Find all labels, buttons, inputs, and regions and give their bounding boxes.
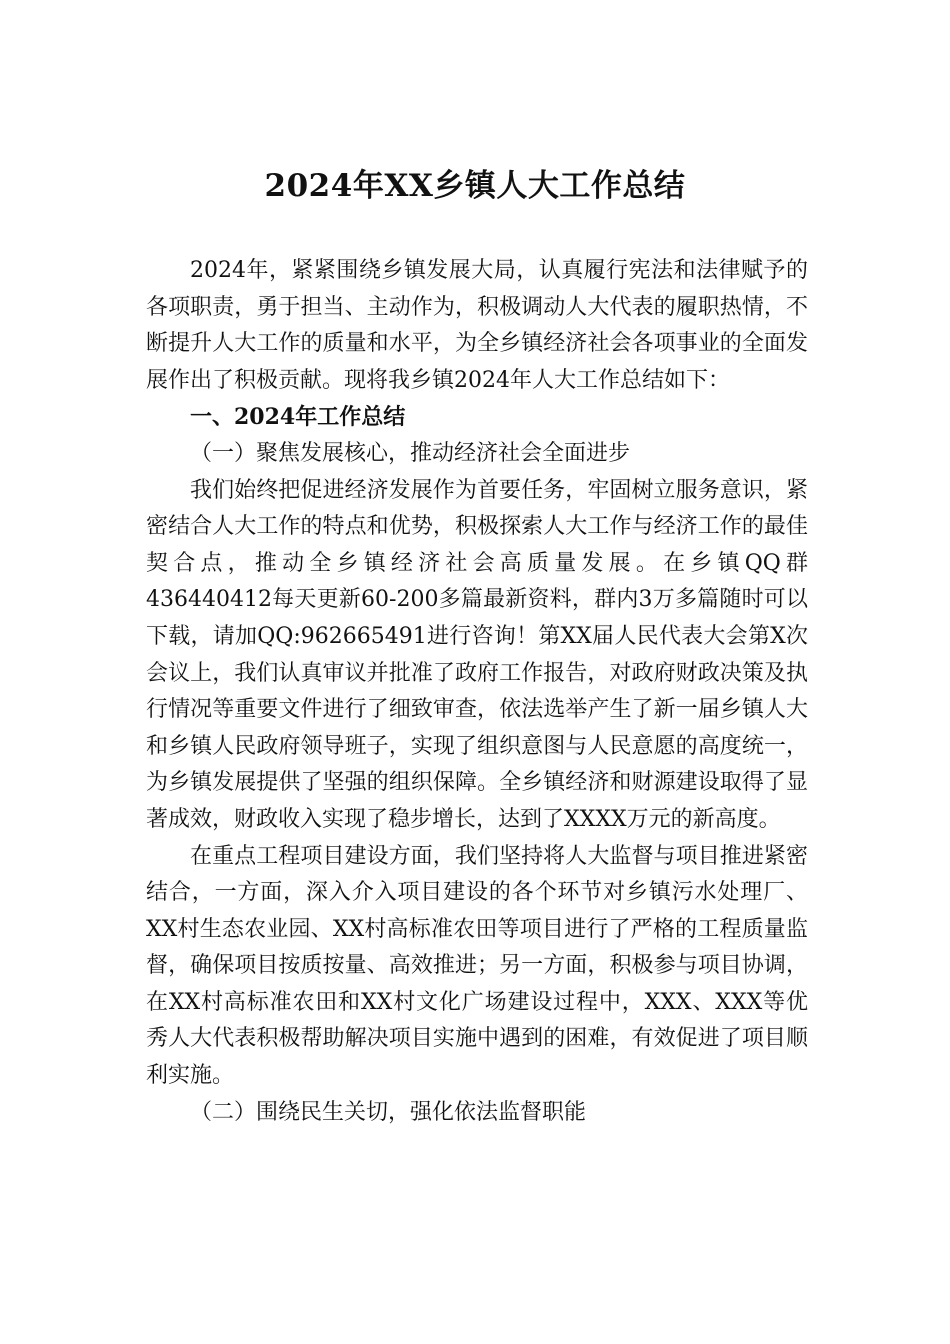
- subsection-heading-1: （一）聚焦发展核心，推动经济社会全面进步: [190, 440, 631, 466]
- body-paragraph: 我们始终把促进经济发展作为首要任务，牢固树立服务意识，紧密结合人大工作的特点和优势，积极探索人大工作与经济工作的最佳契合点，推动全乡镇经济社会高质量发展。在乡镇QQ群436440412每天更新60-200多篇最新资料，群内3万多篇随时可以下载，请加QQ:962665491进行咨询！第XX届人民代表大会第X次会议上，我们认真审议并批准了政府工作报告，对政府财政决策及执行情况等重要文件进行了细致审查，依法选举产生了新一届乡镇人大和乡镇人民政府领导班子，实现了组织意图与人民意愿的高度统一，为乡镇发展提供了坚强的组织保障。全乡镇经济和财源建设取得了显著成效，财政收入实现了稳步增长，达到了XXXX万元的新高度。: [146, 477, 808, 832]
- section-heading-1: 一、2024年工作总结: [190, 404, 406, 431]
- intro-paragraph: 2024年，紧紧围绕乡镇发展大局，认真履行宪法和法律赋予的各项职责，勇于担当、主动作为，积极调动人大代表的履职热情，不断提升人大工作的质量和水平，为全乡镇经济社会各项事业的全面发展作出了积极贡献。现将我乡镇2024年人大工作总结如下：: [146, 258, 808, 393]
- body-paragraph: 在重点工程项目建设方面，我们坚持将人大监督与项目推进紧密结合，一方面，深入介入项目建设的各个环节对乡镇污水处理厂、XX村生态农业园、XX村高标准农田等项目进行了严格的工程质量监督，确保项目按质按量、高效推进；另一方面，积极参与项目协调，在XX村高标准农田和XX村文化广场建设过程中，XXX、XXX等优秀人大代表积极帮助解决项目实施中遇到的困难，有效促进了项目顺利实施。: [146, 843, 808, 1089]
- subsection-heading-2: （二）围绕民生关切，强化依法监督职能: [190, 1099, 587, 1125]
- document-body: [146, 253, 808, 1131]
- document-title: 2024年XX乡镇人大工作总结: [264, 168, 686, 204]
